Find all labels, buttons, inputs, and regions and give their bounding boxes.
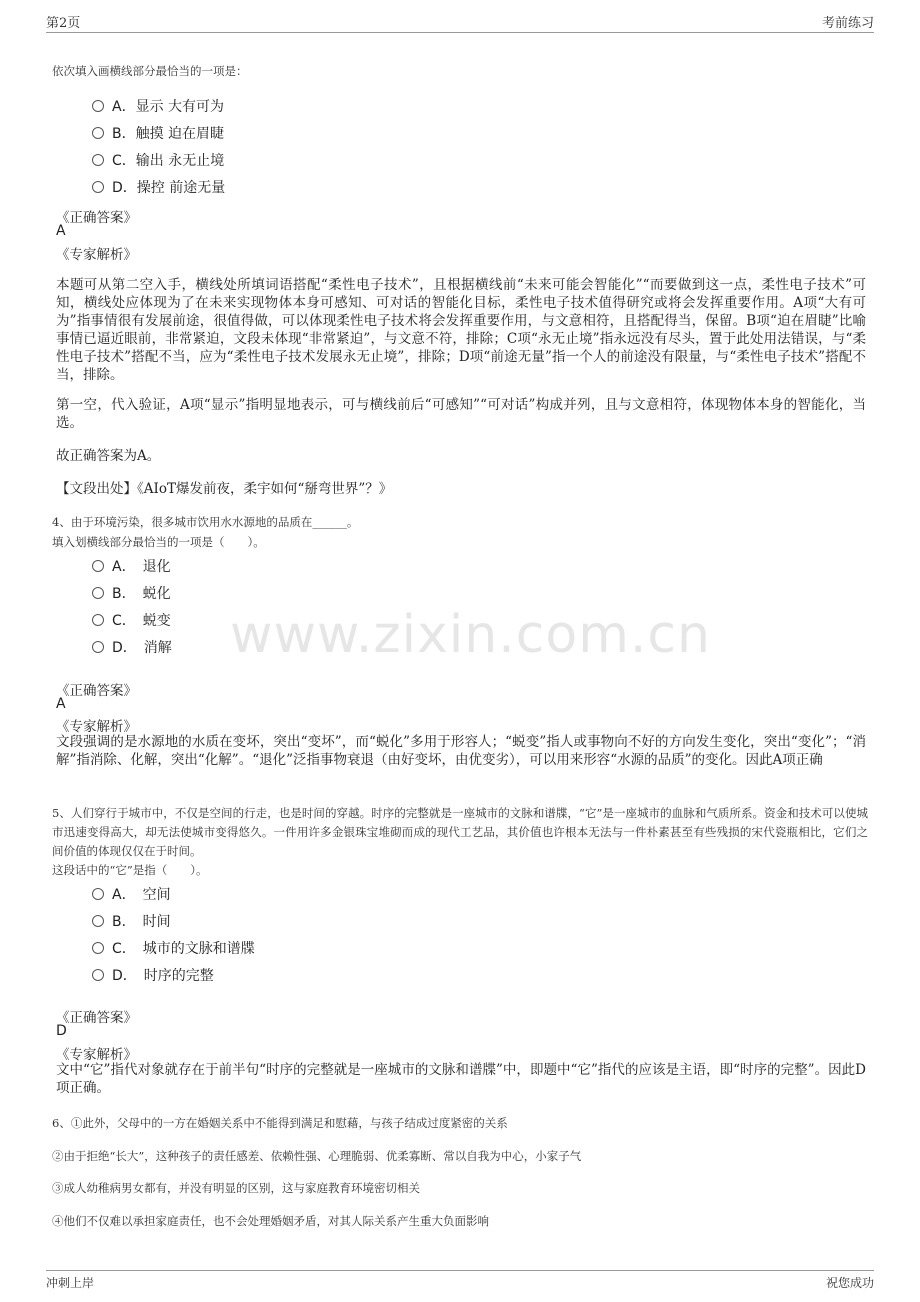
q4-option-d[interactable]: D． 消解 <box>92 637 172 657</box>
q4-option-c[interactable]: C． 蜕变 <box>92 610 171 630</box>
q5-analysis: 文中“它”指代对象就存在于前半句“时序的完整就是一座城市的文脉和谱牒”中，即题中“它”指代的应该是主语，即“时序的完整”。因此D项正确。 <box>56 1062 866 1096</box>
q4-prompt: 填入划横线部分最恰当的一项是（ ）。 <box>52 535 265 549</box>
radio-icon[interactable] <box>92 915 104 927</box>
footer-right-text: 祝您成功 <box>825 1276 874 1290</box>
q3-prompt: 依次填入画横线部分最恰当的一项是： <box>52 64 248 78</box>
q5-analysis-label: 《专家解析》 <box>56 1047 137 1063</box>
q5-option-a[interactable]: A． 空间 <box>92 884 171 904</box>
q4-analysis: 文段强调的是水源地的水质在变坏，突出“变坏”，而“蜕化”多用于形容人；“蜕变”指人或事物向不好的方向发生变化，突出“变化”；“消解”指消除、化解，突出“化解”。“退化”泛指事物衰退（由好变坏，由优变劣），可以用来形容“水源的品质”的变化。因此A项正确 <box>56 734 866 768</box>
radio-icon[interactable] <box>92 181 104 193</box>
q4-option-b[interactable]: B． 蜕化 <box>92 583 171 603</box>
q3-analysis-para3: 故正确答案为A。 <box>56 448 161 464</box>
q6-line3: ③成人幼稚病男女都有，并没有明显的区别，这与家庭教育环境密切相关 <box>52 1181 420 1195</box>
radio-icon[interactable] <box>92 560 104 572</box>
q5-option-b[interactable]: B． 时间 <box>92 911 171 931</box>
q4-option-a[interactable]: A． 退化 <box>92 556 171 576</box>
radio-icon[interactable] <box>92 641 104 653</box>
radio-icon[interactable] <box>92 154 104 166</box>
q4-answer: A <box>56 696 66 712</box>
page-header <box>46 10 874 33</box>
q3-option-a[interactable]: A．显示 大有可为 <box>92 96 224 116</box>
q3-source: 【文段出处】《AIoT爆发前夜，柔宇如何“掰弯世界”？》 <box>56 481 393 497</box>
q3-analysis-para1: 本题可从第二空入手，横线处所填词语搭配“柔性电子技术”，且根据横线前“未来可能会智能化”“而要做到这一点，柔性电子技术”可知，横线处应体现为了在未来实现物体本身可感知、可对话的智能化目标，柔性电子技术值得研究或将会发挥重要作用。A项“大有可为”指事情很有发展前途，很值得做，可以体现柔性电子技术将会发挥重要作用，与文意相符，且搭配得当，保留。B项“迫在眉睫”比喻事情已逼近眼前，非常紧迫，文段未体现“非常紧迫”，与文意不符，排除；C项“永无止境”指永远没有尽头，置于此处用法错误，与“柔性电子技术”搭配不当，应为“柔性电子技术发展永无止境”，排除；D项“前途无量”指一个人的前途没有限量，与“柔性电子技术”搭配不当，排除。 <box>56 277 866 383</box>
radio-icon[interactable] <box>92 614 104 626</box>
q5-option-d[interactable]: D． 时序的完整 <box>92 965 214 985</box>
q5-stem: 5、人们穿行于城市中，不仅是空间的行走，也是时间的穿越。时序的完整就是一座城市的文脉和谱牒，“它”是一座城市的血脉和气质所系。资金和技术可以使城市迅速变得高大，却无法使城市变得悠久。一件用许多金银珠宝堆砌而成的现代工艺品，其价值也许根本无法与一件朴素甚至有些残损的宋代瓷瓶相比，它们之间价值的体现仅仅在于时间。 <box>52 806 868 858</box>
q6-line1: 6、①此外，父母中的一方在婚姻关系中不能得到满足和慰藉，与孩子结成过度紧密的关系 <box>52 1116 508 1130</box>
radio-icon[interactable] <box>92 942 104 954</box>
watermark: www.zixin.com.cn <box>230 605 711 665</box>
q3-option-b[interactable]: B．触摸 迫在眉睫 <box>92 123 224 143</box>
radio-icon[interactable] <box>92 127 104 139</box>
q6-line2: ②由于拒绝“长大”，这种孩子的责任感差、依赖性强、心理脆弱、优柔寡断、常以自我为中心，小家子气 <box>52 1149 582 1163</box>
radio-icon[interactable] <box>92 587 104 599</box>
radio-icon[interactable] <box>92 100 104 112</box>
q5-answer: D <box>56 1023 67 1039</box>
q3-analysis-label: 《专家解析》 <box>56 247 137 263</box>
header-title: 考前练习 <box>821 16 874 31</box>
page-number: 第2页 <box>46 16 81 31</box>
q6-line4: ④他们不仅难以承担家庭责任，也不会处理婚姻矛盾，对其人际关系产生重大负面影响 <box>52 1214 489 1228</box>
footer-left-text: 冲刺上岸 <box>46 1276 95 1290</box>
q3-option-d[interactable]: D．操控 前途无量 <box>92 177 225 197</box>
radio-icon[interactable] <box>92 969 104 981</box>
q3-option-c[interactable]: C．输出 永无止境 <box>92 150 224 170</box>
q4-answer-label: 《正确答案》 <box>56 683 137 699</box>
q5-prompt: 这段话中的“它”是指（ ）。 <box>52 863 208 877</box>
q3-answer: A <box>56 223 66 239</box>
q4-stem: 4、由于环境污染，很多城市饮用水水源地的品质在______。 <box>52 515 359 529</box>
q4-analysis-label: 《专家解析》 <box>56 719 137 735</box>
q3-analysis-para2: 第一空，代入验证，A项“显示”指明显地表示，可与横线前后“可感知”“可对话”构成并列，且与文意相符，体现物体本身的智能化，当选。 <box>56 397 866 431</box>
q3-answer-label: 《正确答案》 <box>56 210 137 226</box>
q5-answer-label: 《正确答案》 <box>56 1010 137 1026</box>
page-footer <box>46 1270 874 1295</box>
radio-icon[interactable] <box>92 888 104 900</box>
q5-option-c[interactable]: C． 城市的文脉和谱牒 <box>92 938 255 958</box>
